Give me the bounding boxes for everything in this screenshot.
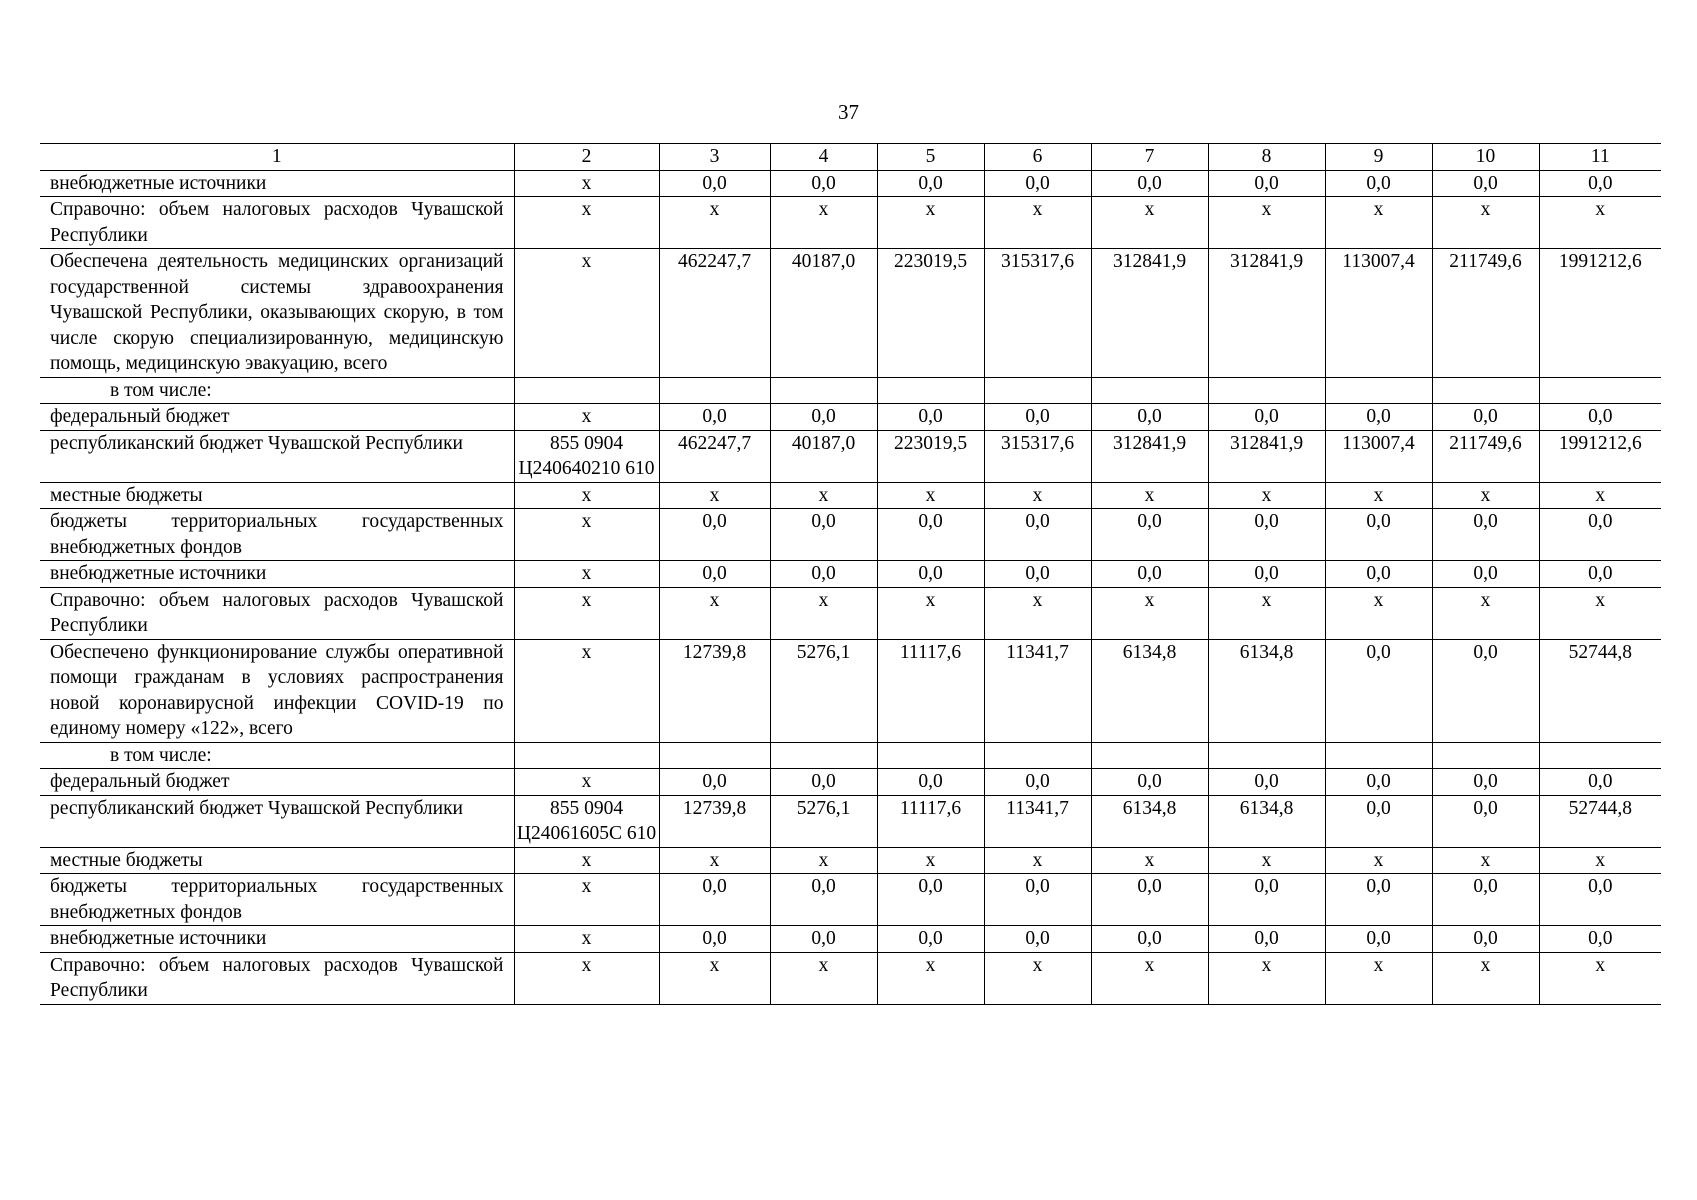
value-cell: 312841,9 <box>1091 249 1208 378</box>
column-number: 4 <box>770 144 877 171</box>
value-cell <box>1325 742 1432 769</box>
value-cell <box>659 377 770 404</box>
value-cell: 0,0 <box>770 509 877 561</box>
value-cell: 0,0 <box>877 561 984 588</box>
value-cell: 0,0 <box>1208 509 1325 561</box>
value-cell: 0,0 <box>1432 639 1539 742</box>
value-cell: 52744,8 <box>1539 639 1661 742</box>
value-cell: 0,0 <box>1539 926 1661 953</box>
row-label-cell: в том числе: <box>40 377 514 404</box>
value-cell: 0,0 <box>659 404 770 431</box>
value-cell: 6134,8 <box>1208 795 1325 847</box>
value-cell: 11117,6 <box>877 639 984 742</box>
value-cell: x <box>659 197 770 249</box>
value-cell: 0,0 <box>1432 769 1539 796</box>
value-cell: x <box>1432 197 1539 249</box>
value-cell: x <box>659 952 770 1004</box>
value-cell: 0,0 <box>770 926 877 953</box>
column-number: 7 <box>1091 144 1208 171</box>
row-label-cell: местные бюджеты <box>40 847 514 874</box>
value-cell: 6134,8 <box>1091 795 1208 847</box>
value-cell: x <box>877 847 984 874</box>
row-label-cell: внебюджетные источники <box>40 170 514 197</box>
table-row <box>40 926 1661 953</box>
value-cell: 6134,8 <box>1091 639 1208 742</box>
value-cell: 12739,8 <box>659 639 770 742</box>
value-cell: 0,0 <box>659 509 770 561</box>
row-label-cell: Обеспечена деятельность медицинских организаций государственной системы здравоохранения Чувашской Республики, оказывающих скорую, в том числе скорую специализированную, медицинскую помощь, медицинскую эвакуацию, всего <box>40 249 514 378</box>
value-cell: 113007,4 <box>1325 430 1432 482</box>
value-cell: 0,0 <box>1208 561 1325 588</box>
column-number: 5 <box>877 144 984 171</box>
row-label-cell: федеральный бюджет <box>40 769 514 796</box>
value-cell <box>1091 377 1208 404</box>
value-cell <box>659 742 770 769</box>
value-cell: x <box>1091 952 1208 1004</box>
value-cell: 0,0 <box>1208 769 1325 796</box>
value-cell: 0,0 <box>1539 769 1661 796</box>
value-cell: 0,0 <box>1539 170 1661 197</box>
value-cell: 0,0 <box>659 874 770 926</box>
row-label-cell: республиканский бюджет Чувашской Республики <box>40 430 514 482</box>
value-cell: 0,0 <box>1325 561 1432 588</box>
value-cell: x <box>1208 952 1325 1004</box>
value-cell <box>1432 377 1539 404</box>
budget-code-cell: x <box>514 639 659 742</box>
value-cell <box>1432 742 1539 769</box>
value-cell: 5276,1 <box>770 639 877 742</box>
row-label-cell: местные бюджеты <box>40 482 514 509</box>
value-cell: x <box>984 587 1091 639</box>
value-cell: x <box>1539 952 1661 1004</box>
value-cell: 0,0 <box>877 926 984 953</box>
value-cell: 0,0 <box>984 404 1091 431</box>
value-cell: 40187,0 <box>770 430 877 482</box>
value-cell: 1991212,6 <box>1539 249 1661 378</box>
budget-code-cell: x <box>514 170 659 197</box>
value-cell: x <box>1325 587 1432 639</box>
column-number: 11 <box>1539 144 1661 171</box>
value-cell: 315317,6 <box>984 430 1091 482</box>
row-label-cell: внебюджетные источники <box>40 926 514 953</box>
value-cell: 312841,9 <box>1208 249 1325 378</box>
row-label-cell: бюджеты территориальных государственных внебюджетных фондов <box>40 874 514 926</box>
value-cell: x <box>659 482 770 509</box>
value-cell: 0,0 <box>659 170 770 197</box>
value-cell: 0,0 <box>984 874 1091 926</box>
budget-table <box>40 143 1661 1005</box>
value-cell: x <box>877 197 984 249</box>
value-cell: 0,0 <box>1325 639 1432 742</box>
value-cell <box>984 377 1091 404</box>
value-cell <box>1325 377 1432 404</box>
table-row <box>40 561 1661 588</box>
budget-code-cell <box>514 742 659 769</box>
budget-code-cell: x <box>514 587 659 639</box>
row-label-cell: Обеспечено функционирование службы оперативной помощи гражданам в условиях распространения новой коронавирусной инфекции COVID-19 по единому номеру «122», всего <box>40 639 514 742</box>
row-label-cell: республиканский бюджет Чувашской Республики <box>40 795 514 847</box>
row-label-cell: Справочно: объем налоговых расходов Чувашской Республики <box>40 197 514 249</box>
value-cell: x <box>1432 482 1539 509</box>
value-cell: x <box>1208 482 1325 509</box>
value-cell: x <box>1208 587 1325 639</box>
value-cell <box>1539 742 1661 769</box>
table-row <box>40 482 1661 509</box>
value-cell: 0,0 <box>659 561 770 588</box>
value-cell: x <box>1091 197 1208 249</box>
budget-code-cell: x <box>514 874 659 926</box>
budget-code-cell: 855 0904 Ц24061605С 610 <box>514 795 659 847</box>
value-cell: 11341,7 <box>984 639 1091 742</box>
value-cell: x <box>659 587 770 639</box>
value-cell: 11117,6 <box>877 795 984 847</box>
value-cell: 52744,8 <box>1539 795 1661 847</box>
value-cell: 0,0 <box>1091 509 1208 561</box>
value-cell: x <box>877 952 984 1004</box>
value-cell: x <box>877 587 984 639</box>
value-cell: x <box>1539 847 1661 874</box>
value-cell: x <box>984 482 1091 509</box>
value-cell: x <box>770 952 877 1004</box>
value-cell: 0,0 <box>1325 769 1432 796</box>
row-label-cell: Справочно: объем налоговых расходов Чувашской Республики <box>40 587 514 639</box>
value-cell: x <box>770 587 877 639</box>
value-cell: x <box>770 482 877 509</box>
row-label-cell: Справочно: объем налоговых расходов Чувашской Республики <box>40 952 514 1004</box>
value-cell: 0,0 <box>1432 561 1539 588</box>
budget-code-cell: x <box>514 404 659 431</box>
value-cell: 0,0 <box>1208 170 1325 197</box>
value-cell: 6134,8 <box>1208 639 1325 742</box>
value-cell: 0,0 <box>1208 404 1325 431</box>
value-cell <box>1208 377 1325 404</box>
column-number: 8 <box>1208 144 1325 171</box>
value-cell <box>877 742 984 769</box>
value-cell: 0,0 <box>877 170 984 197</box>
value-cell: 113007,4 <box>1325 249 1432 378</box>
column-number: 9 <box>1325 144 1432 171</box>
table-row <box>40 404 1661 431</box>
value-cell <box>1091 742 1208 769</box>
value-cell: 0,0 <box>1432 404 1539 431</box>
row-label-cell: в том числе: <box>40 742 514 769</box>
budget-code-cell: x <box>514 482 659 509</box>
value-cell: 0,0 <box>1432 874 1539 926</box>
value-cell: 0,0 <box>1091 404 1208 431</box>
value-cell: x <box>877 482 984 509</box>
value-cell: 40187,0 <box>770 249 877 378</box>
value-cell: 0,0 <box>1325 874 1432 926</box>
value-cell: 0,0 <box>1208 926 1325 953</box>
table-row <box>40 377 1661 404</box>
value-cell: x <box>1325 952 1432 1004</box>
value-cell: x <box>770 197 877 249</box>
table-row <box>40 874 1661 926</box>
value-cell: x <box>1539 482 1661 509</box>
value-cell: 0,0 <box>1539 561 1661 588</box>
table-row <box>40 249 1661 378</box>
table-header-row <box>40 144 1661 171</box>
value-cell: 223019,5 <box>877 249 984 378</box>
value-cell: 211749,6 <box>1432 249 1539 378</box>
value-cell: x <box>984 197 1091 249</box>
value-cell: 0,0 <box>1325 404 1432 431</box>
value-cell <box>1539 377 1661 404</box>
table-row <box>40 769 1661 796</box>
column-number: 2 <box>514 144 659 171</box>
value-cell: x <box>1432 587 1539 639</box>
value-cell: 0,0 <box>1091 170 1208 197</box>
value-cell: x <box>1091 847 1208 874</box>
value-cell: 0,0 <box>1539 404 1661 431</box>
value-cell: x <box>1208 197 1325 249</box>
value-cell: 12739,8 <box>659 795 770 847</box>
budget-code-cell <box>514 377 659 404</box>
value-cell: 0,0 <box>877 404 984 431</box>
value-cell: 0,0 <box>659 926 770 953</box>
value-cell: 0,0 <box>659 769 770 796</box>
value-cell: 211749,6 <box>1432 430 1539 482</box>
table-row <box>40 509 1661 561</box>
table-body <box>40 144 1661 1005</box>
table-row <box>40 197 1661 249</box>
budget-code-cell: 855 0904 Ц240640210 610 <box>514 430 659 482</box>
value-cell: 11341,7 <box>984 795 1091 847</box>
value-cell: x <box>770 847 877 874</box>
column-number: 3 <box>659 144 770 171</box>
table-row <box>40 639 1661 742</box>
budget-code-cell: x <box>514 509 659 561</box>
table-row <box>40 742 1661 769</box>
budget-code-cell: x <box>514 847 659 874</box>
value-cell: 0,0 <box>1432 926 1539 953</box>
value-cell: 312841,9 <box>1208 430 1325 482</box>
value-cell <box>770 377 877 404</box>
value-cell: x <box>984 952 1091 1004</box>
value-cell <box>877 377 984 404</box>
value-cell <box>1208 742 1325 769</box>
column-number: 10 <box>1432 144 1539 171</box>
value-cell <box>984 742 1091 769</box>
row-label-cell: внебюджетные источники <box>40 561 514 588</box>
value-cell: 0,0 <box>1325 509 1432 561</box>
value-cell: 0,0 <box>984 926 1091 953</box>
value-cell: 462247,7 <box>659 249 770 378</box>
value-cell: 315317,6 <box>984 249 1091 378</box>
value-cell: 0,0 <box>1208 874 1325 926</box>
value-cell: x <box>1325 482 1432 509</box>
budget-code-cell: x <box>514 249 659 378</box>
value-cell: x <box>1539 587 1661 639</box>
value-cell: x <box>659 847 770 874</box>
value-cell: 0,0 <box>984 769 1091 796</box>
table-row <box>40 847 1661 874</box>
value-cell: 1991212,6 <box>1539 430 1661 482</box>
value-cell: 0,0 <box>1091 926 1208 953</box>
budget-code-cell: x <box>514 769 659 796</box>
value-cell: 0,0 <box>1432 170 1539 197</box>
value-cell: 0,0 <box>1091 769 1208 796</box>
value-cell: x <box>1325 197 1432 249</box>
value-cell: 0,0 <box>984 170 1091 197</box>
value-cell: 0,0 <box>1325 795 1432 847</box>
value-cell: x <box>984 847 1091 874</box>
value-cell: 0,0 <box>1325 170 1432 197</box>
table-row <box>40 795 1661 847</box>
value-cell: 0,0 <box>770 874 877 926</box>
value-cell: x <box>1208 847 1325 874</box>
value-cell: 0,0 <box>984 509 1091 561</box>
table-row <box>40 952 1661 1004</box>
value-cell: 0,0 <box>984 561 1091 588</box>
value-cell: 0,0 <box>1539 874 1661 926</box>
value-cell: 0,0 <box>770 561 877 588</box>
table-row <box>40 170 1661 197</box>
value-cell: 0,0 <box>877 769 984 796</box>
table-row <box>40 587 1661 639</box>
table-row <box>40 430 1661 482</box>
value-cell: 5276,1 <box>770 795 877 847</box>
value-cell: 0,0 <box>1091 874 1208 926</box>
column-number: 1 <box>40 144 514 171</box>
budget-code-cell: x <box>514 197 659 249</box>
value-cell: 0,0 <box>1539 509 1661 561</box>
row-label-cell: федеральный бюджет <box>40 404 514 431</box>
value-cell: 223019,5 <box>877 430 984 482</box>
value-cell: 0,0 <box>877 874 984 926</box>
budget-code-cell: x <box>514 561 659 588</box>
budget-code-cell: x <box>514 926 659 953</box>
value-cell: x <box>1091 482 1208 509</box>
value-cell: 0,0 <box>770 404 877 431</box>
value-cell: 312841,9 <box>1091 430 1208 482</box>
value-cell: 0,0 <box>1091 561 1208 588</box>
value-cell: 0,0 <box>1432 795 1539 847</box>
value-cell: x <box>1325 847 1432 874</box>
row-label-cell: бюджеты территориальных государственных внебюджетных фондов <box>40 509 514 561</box>
value-cell: 0,0 <box>1325 926 1432 953</box>
value-cell: x <box>1539 197 1661 249</box>
value-cell: x <box>1091 587 1208 639</box>
value-cell: 0,0 <box>770 170 877 197</box>
budget-code-cell: x <box>514 952 659 1004</box>
value-cell: 462247,7 <box>659 430 770 482</box>
page-number: 37 <box>838 100 859 124</box>
column-number: 6 <box>984 144 1091 171</box>
value-cell: x <box>1432 952 1539 1004</box>
value-cell: 0,0 <box>770 769 877 796</box>
value-cell: 0,0 <box>877 509 984 561</box>
value-cell <box>770 742 877 769</box>
value-cell: x <box>1432 847 1539 874</box>
value-cell: 0,0 <box>1432 509 1539 561</box>
